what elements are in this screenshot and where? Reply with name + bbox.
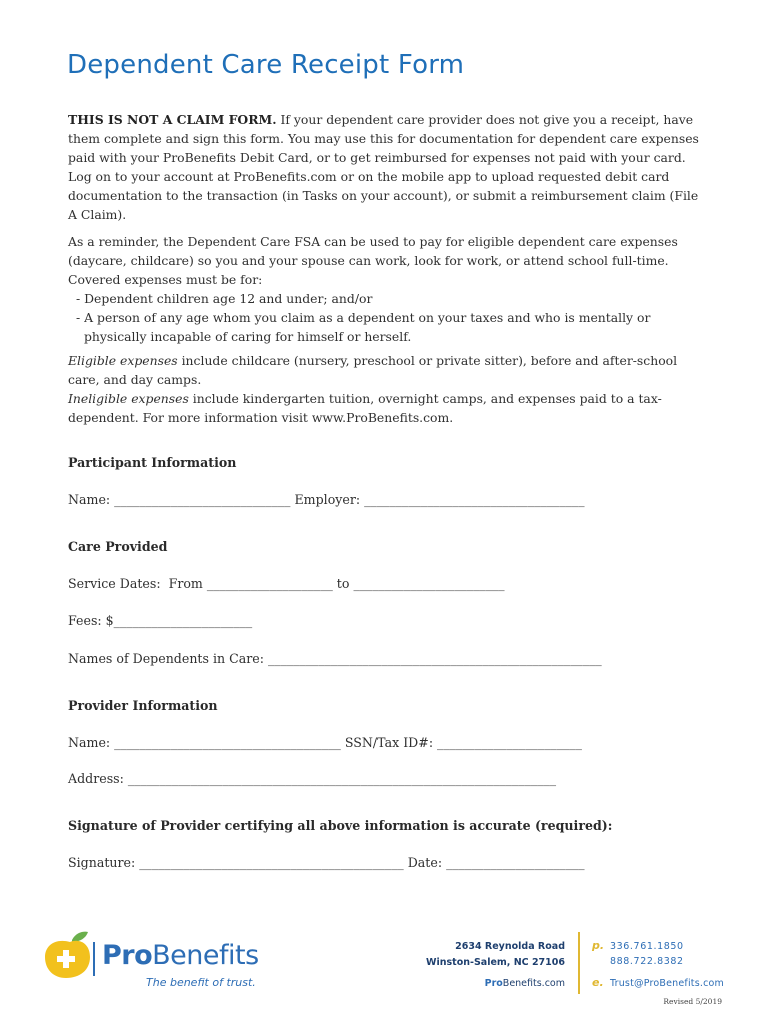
brand-pro: Pro — [102, 940, 153, 971]
phone-label: p. — [592, 939, 605, 952]
address-line-2: Winston-Salem, NC 27106 — [426, 957, 565, 968]
website-rest: Benefits.com — [502, 978, 565, 989]
intro-text: If your dependent care provider does not give you a receipt, have them complete and sign this form. You may use this for documentation for dependent care expenses paid with your ProBenefits Debit Card, or to get reimbursed for expenses not paid with your card. Log on to your account at ProBenefits.com or on the mobile app to upload requested debit card documentation to the transaction (in Tasks on your account), or submit a reimbursement claim (File A Claim). — [68, 112, 699, 222]
provider-address-field[interactable]: Address: ____________________________________________________________________ — [68, 771, 557, 786]
email-link[interactable]: Trust@ProBenefits.com — [610, 978, 724, 989]
website-link[interactable] — [485, 978, 565, 989]
dependents-field[interactable]: Names of Dependents in Care: _____________________________________________________ — [68, 651, 602, 666]
phone-2[interactable]: 888.722.8382 — [610, 956, 684, 967]
reminder-paragraph — [68, 232, 708, 346]
eligible-label: Eligible expenses — [68, 353, 178, 368]
revision-date: Revised 5/2019 — [663, 997, 722, 1006]
signature-date-field[interactable]: Signature: __________________________________________ Date: ______________________ — [68, 855, 585, 870]
ineligible-line — [68, 389, 708, 427]
participant-name-employer-field[interactable]: Name: ____________________________ Employer: ___________________________________ — [68, 492, 585, 507]
eligible-line — [68, 351, 708, 389]
bullet-children: - Dependent children age 12 and under; and/or — [76, 291, 373, 306]
service-dates-field[interactable]: Service Dates: From ____________________ to ________________________ — [68, 576, 505, 591]
fees-field[interactable]: Fees: $______________________ — [68, 613, 253, 628]
website-pro: Pro — [484, 978, 503, 989]
participant-heading: Participant Information — [68, 455, 237, 470]
brand-tagline: The benefit of trust. — [146, 976, 256, 989]
ineligible-text: include kindergarten tuition, overnight camps, and expenses paid to a tax-dependent. For more information visit www.ProBenefits.com. — [68, 391, 662, 425]
address-line-1: 2634 Reynolda Road — [455, 941, 565, 952]
eligible-text: include childcare (nursery, preschool or private sitter), before and after-school care, and day camps. — [68, 353, 678, 387]
brand-benefits: Benefits — [152, 940, 259, 971]
care-heading: Care Provided — [68, 539, 168, 554]
expenses-paragraph — [68, 351, 708, 427]
email-label: e. — [592, 976, 604, 989]
intro-warning: THIS IS NOT A CLAIM FORM. — [68, 112, 277, 127]
signature-heading: Signature of Provider certifying all above information is accurate (required): — [68, 818, 613, 833]
ineligible-label: Ineligible expenses — [68, 391, 189, 406]
phone-1[interactable]: 336.761.1850 — [610, 941, 684, 952]
brand-logo-text — [102, 940, 259, 971]
provider-heading: Provider Information — [68, 698, 218, 713]
reminder-text: As a reminder, the Dependent Care FSA can be used to pay for eligible dependent care expenses (daycare, childcare) so you and your spouse can work, look for work, or attend school full-time. Covered expenses must be for: — [68, 234, 678, 287]
contact-divider — [578, 932, 580, 994]
intro-paragraph — [68, 110, 708, 224]
bullet-incapable: - A person of any age whom you claim as a dependent on your taxes and who is mentally or physically incapable of caring for himself or herself. — [76, 310, 651, 344]
page-title: Dependent Care Receipt Form — [67, 50, 465, 80]
provider-name-ssn-field[interactable]: Name: ____________________________________ SSN/Tax ID#: _______________________ — [68, 735, 582, 750]
logo-divider — [93, 942, 95, 976]
